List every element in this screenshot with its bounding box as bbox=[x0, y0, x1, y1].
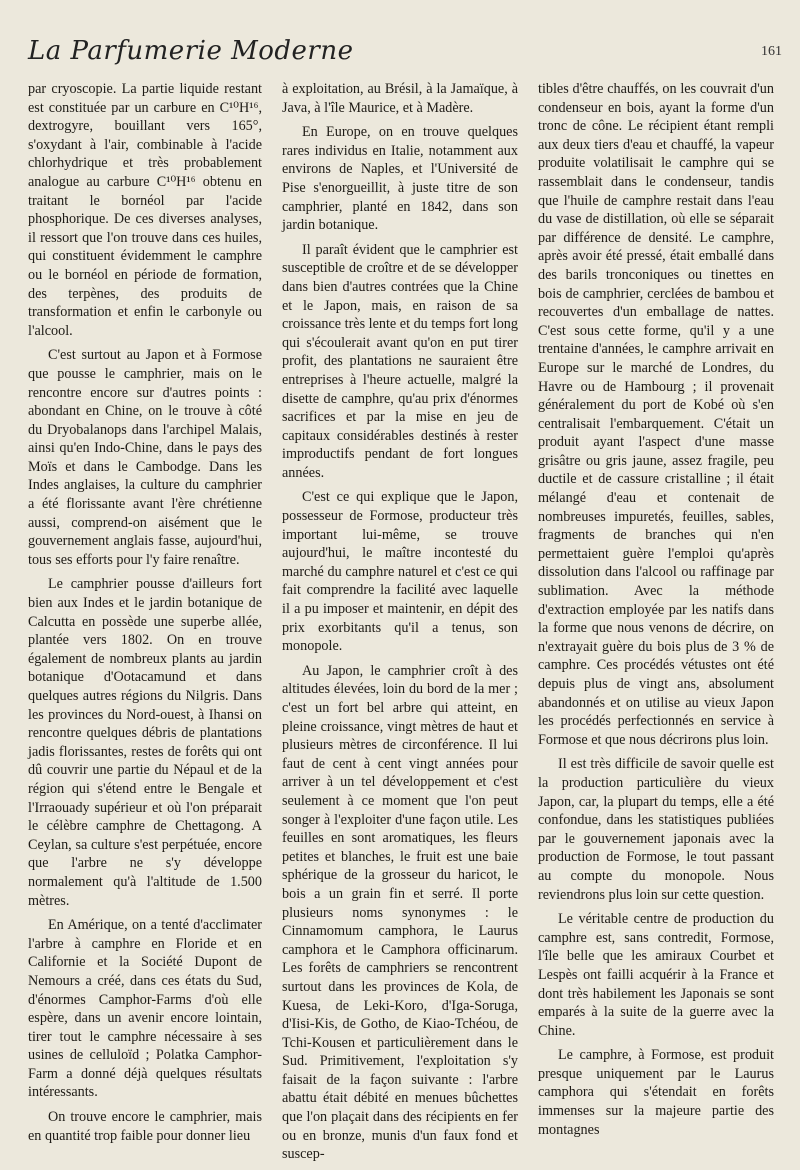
column-3 bbox=[538, 80, 774, 1170]
paragraph: En Amérique, on a tenté d'acclimater l'arbre à camphre en Floride et en Californie et la Société Dupont de Nemours a créé, dans ces états du Sud, d'énormes Camphor-Farms d'où elle espère, dans un avenir encore lointain, tirer tout le camphre nécessaire à ses usines de celluloïd ; Polatka Camphor-Farm a donné déjà quelques résultats intéressants. bbox=[28, 917, 262, 1101]
column-1 bbox=[28, 80, 262, 1170]
paragraph: tibles d'être chauffés, on les couvrait d'un condenseur en bois, ayant la forme d'un tronc de cône. Le récipient étant rempli aux deux tiers d'eau et chauffé, la vapeur produite volatilisait le camphre qui se rassemblait dans le condenseur, tandis que l'huile de camphre restait dans l'eau du vase de distillation, où elle se séparait par différence de densité. Le camphre, après avoir été pressé, était emballé dans des barils tronconiques ou tinettes en bois de camphrier, cerclées de bambou et recouvertes d'un emballage de nattes. C'est sous cette forme, qu'il y a une trentaine d'années, le camphre arrivait en Europe sur le marché de Londres, du Havre ou de Hambourg ; il provenait généralement du port de Kobé où s'en centralisait l'embarquement. C'était un produit ayant l'aspect d'une masse grisâtre ou gris jaune, assez fragile, peu ductile et de cassure cristalline ; il était mélangé d'eau et contenait de nombreuses impuretés, feuilles, sables, fragments de branches qui n'en permettaient guère l'emploi qu'après dissolution dans l'alcool ou raffinage par sublimation. Avec la méthode d'extraction employée par les natifs dans la forme que nous venons de décrire, on n'extrayait guère du bois plus de 3 % de camphre. Ces procédés vétustes ont été depuis plus de vingt ans, absolument abandonnés et on utilise au vieux Japon les procédés perfectionnés en service à Formose et que nous décrirons plus loin. bbox=[538, 81, 774, 748]
paragraph: Le camphre, à Formose, est produit presque uniquement par le Laurus camphora qui s'étendait en forêts immenses sur la majeure partie des montagnes bbox=[538, 1047, 774, 1138]
paragraph: par cryoscopie. La partie liquide restant est constituée par un carbure en C¹⁰H¹⁶, dextrogyre, bouillant vers 165°, s'oxydant à l'air, combinable à l'acide chlorhydrique et très probablement analogue au carbure C¹⁰H¹⁶ obtenu en traitant le bornéol par l'acide phosphorique. De ces diverses analyses, il ressort que l'on trouve dans ces huiles, qui constituent évidemment le camphre ou le bornéol en période de formation, des terpènes, des produits de transformation et enfin le carbonyle ou l'alcool. bbox=[28, 81, 262, 339]
paragraph: Il est très difficile de savoir quelle est la production particulière du vieux Japon, car, la plupart du temps, elle a été confondue, dans les statistiques publiées par le gouvernement japonais avec la production de Formose, le tout passant au compte du monopole. Nous reviendrons plus loin sur cette question. bbox=[538, 756, 774, 903]
page-number: 161 bbox=[761, 44, 782, 59]
paragraph: Il paraît évident que le camphrier est susceptible de croître et de se développer dans bien d'autres contrées que la Chine et le Japon, mais, en raison de sa croissance très lente et du temps fort long qui s'écoulerait avant qu'on en put tirer profit, des plantations ne sauraient être entreprises à l'heure actuelle, malgré la disette de camphre, qu'au prix d'énormes sacrifices et par la mise en jeu de capitaux considérables destinés à rester improductifs pendant de fort longues années. bbox=[282, 241, 518, 481]
paragraph: On trouve encore le camphrier, mais en quantité trop faible pour donner lieu bbox=[28, 1109, 262, 1144]
column-2 bbox=[282, 80, 518, 1170]
running-title: La Parfumerie Moderne bbox=[28, 36, 354, 66]
paragraph: C'est ce qui explique que le Japon, possesseur de Formose, producteur très important lui-même, se trouve aujourd'hui, le maître incontesté du marché du camphre naturel et c'est ce qui fait comprendre la facilité avec laquelle il a pu imposer et maintenir, en dépit des prix exorbitants qu'il a tenus, son monopole. bbox=[282, 489, 518, 655]
paragraph: C'est surtout au Japon et à Formose que pousse le camphrier, mais on le rencontre encore sur d'autres points : abondant en Chine, on le trouve à côté du Dryobalanops dans l'archipel Malais, ainsi qu'en Indo-Chine, dans le pays des Moïs et dans le Cambodge. Dans les Indes anglaises, la culture du camphrier a été florissante avant l'ère chrétienne aussi, comprend-on aisément que le gouvernement anglais fasse, aujourd'hui, tous ses efforts pour l'y faire renaître. bbox=[28, 347, 262, 568]
page-header bbox=[28, 36, 782, 76]
paragraph: Le véritable centre de production du camphre est, sans contredit, Formose, l'île belle que les amiraux Courbet et Lespès ont failli acquérir à la France et dont très habilement les Japonais se sont emparés à la suite de la guerre avec la Chine. bbox=[538, 911, 774, 1039]
paragraph: à exploitation, au Brésil, à la Jamaïque, à Java, à l'île Maurice, et à Madère. bbox=[282, 81, 518, 116]
paragraph: En Europe, on en trouve quelques rares individus en Italie, notamment aux environs de Naples, et l'Université de Pise s'enorgueillit, à juste titre de son camphrier, planté en 1842, dans son jardin botanique. bbox=[282, 124, 518, 234]
paragraph: Le camphrier pousse d'ailleurs fort bien aux Indes et le jardin botanique de Calcutta en possède une superbe allée, plantée vers 1802. On en trouve également de nombreux plants au jardin botanique d'Ootacamund et dans quelques autres régions du Nilgris. Dans les provinces du Nord-ouest, à Ihansi on rencontre quelques débris de plantations jadis florissantes, restes de forêts qui ont dû couvrir une partie du Népaul et de la région qui s'étend entre le Bengale et l'Irraouady supérieur et où l'on préparait le célèbre camphre de Chettagong. A Ceylan, sa culture s'est perpétuée, encore que l'arbre ne s'y développe normalement qu'à l'altitude de 1.500 mètres. bbox=[28, 576, 262, 909]
article-body bbox=[28, 80, 774, 1163]
paragraph: Au Japon, le camphrier croît à des altitudes élevées, loin du bord de la mer ; c'est un fort bel arbre qui atteint, en pleine croissance, vingt mètres de haut et plusieurs mètres de circonférence. Il lui faut de cent à cent vingt années pour arriver à un tel développement et c'est seulement à ce moment que l'on peut songer à l'exploiter d'une façon utile. Les feuilles en sont aromatiques, les fleurs petites et blanches, le fruit est une baie sphérique de la grosseur du haricot, le bois a un grain fin et serré. Il porte plusieurs noms synonymes : le Cinnamomum camphora, le Laurus camphora et le Camphora officinarum. Les forêts de camphriers se rencontrent surtout dans les provinces de Kola, de Kuesa, de Leki-Koro, d'Iga-Soruga, d'Iisi-Kis, de Gotho, de Kiao-Tchéou, de Tchi-Kousen et particulièrement dans le Sud. Primitivement, l'exploitation s'y faisait de la façon suivante : l'arbre abattu était débité en menues bûchettes que l'on plaçait dans des récipients en fer ou en bronze, munis d'un faux fond et suscep- bbox=[282, 662, 518, 1163]
